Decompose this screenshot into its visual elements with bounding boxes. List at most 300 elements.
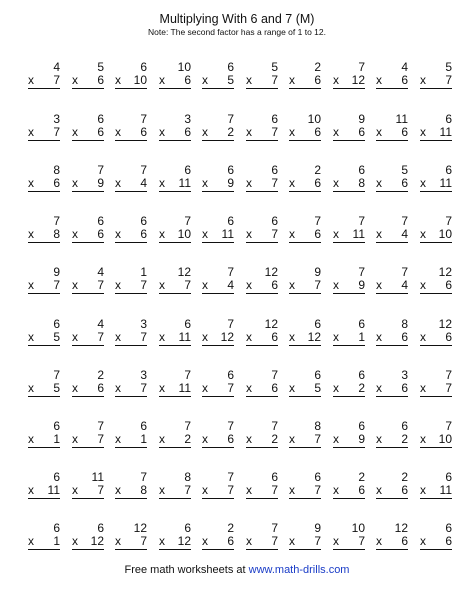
problem: [376, 522, 408, 548]
first-factor: 10: [351, 521, 365, 535]
first-factor: 12: [177, 265, 191, 279]
second-factor: 11: [178, 176, 191, 190]
second-factor-line: [246, 177, 278, 190]
multiply-sign: x: [202, 432, 208, 446]
problem: [333, 164, 365, 190]
first-factor: 4: [97, 317, 104, 331]
problem: [72, 318, 104, 344]
second-factor: 7: [271, 73, 278, 87]
problem: [376, 369, 408, 395]
problem: [420, 266, 452, 292]
second-factor: 6: [97, 381, 104, 395]
second-factor-line: [115, 484, 147, 497]
problem: [28, 266, 60, 292]
problem: [333, 61, 365, 87]
answer-line: [420, 191, 452, 192]
answer-line: [28, 88, 60, 89]
second-factor: 6: [184, 125, 191, 139]
first-factor: 2: [314, 163, 321, 177]
problem: [72, 215, 104, 241]
multiply-sign: x: [115, 278, 121, 292]
multiply-sign: x: [202, 125, 208, 139]
multiply-sign: x: [420, 381, 426, 395]
multiply-sign: x: [333, 483, 339, 497]
answer-line: [376, 498, 408, 499]
second-factor: 6: [445, 330, 452, 344]
problem: [28, 420, 60, 446]
answer-line: [376, 293, 408, 294]
answer-line: [333, 242, 365, 243]
first-factor: 3: [53, 112, 60, 126]
answer-line: [246, 396, 278, 397]
second-factor-line: [420, 535, 452, 548]
first-factor: 5: [97, 60, 104, 74]
problem: [289, 420, 321, 446]
answer-line: [376, 447, 408, 448]
first-factor: 6: [140, 214, 147, 228]
problem: [202, 266, 234, 292]
second-factor: 11: [439, 176, 452, 190]
multiply-sign: x: [333, 330, 339, 344]
first-factor: 7: [227, 317, 234, 331]
first-factor: 6: [140, 419, 147, 433]
answer-line: [246, 191, 278, 192]
first-factor: 7: [445, 214, 452, 228]
second-factor: 1: [140, 432, 147, 446]
problem: [420, 522, 452, 548]
problem: [72, 420, 104, 446]
second-factor: 7: [271, 534, 278, 548]
second-factor-line: [72, 382, 104, 395]
answer-line: [333, 396, 365, 397]
problem: [202, 215, 234, 241]
second-factor-line: [333, 484, 365, 497]
first-factor: 6: [97, 112, 104, 126]
second-factor-line: [159, 484, 191, 497]
answer-line: [333, 293, 365, 294]
problem: [159, 164, 191, 190]
second-factor-line: [28, 279, 60, 292]
first-factor: 12: [264, 317, 278, 331]
multiply-sign: x: [420, 483, 426, 497]
answer-line: [289, 140, 321, 141]
second-factor: 7: [314, 534, 321, 548]
answer-line: [289, 88, 321, 89]
multiply-sign: x: [159, 330, 165, 344]
problem: [333, 369, 365, 395]
first-factor: 7: [358, 60, 365, 74]
second-factor: 12: [351, 73, 365, 87]
second-factor-line: [420, 433, 452, 446]
second-factor: 6: [401, 125, 408, 139]
answer-line: [159, 345, 191, 346]
second-factor-line: [159, 126, 191, 139]
problem: [28, 164, 60, 190]
problem: [159, 61, 191, 87]
second-factor-line: [420, 177, 452, 190]
multiply-sign: x: [376, 483, 382, 497]
first-factor: 11: [91, 470, 104, 484]
problem: [115, 113, 147, 139]
answer-line: [246, 549, 278, 550]
first-factor: 7: [227, 470, 234, 484]
multiply-sign: x: [376, 534, 382, 548]
multiply-sign: x: [72, 125, 78, 139]
first-factor: 3: [401, 368, 408, 382]
first-factor: 6: [97, 521, 104, 535]
second-factor: 10: [438, 432, 452, 446]
answer-line: [28, 447, 60, 448]
multiply-sign: x: [420, 176, 426, 190]
problem: [420, 61, 452, 87]
second-factor: 2: [271, 432, 278, 446]
first-factor: 3: [184, 112, 191, 126]
multiply-sign: x: [420, 278, 426, 292]
multiply-sign: x: [376, 432, 382, 446]
first-factor: 8: [184, 470, 191, 484]
multiply-sign: x: [289, 176, 295, 190]
first-factor: 9: [314, 521, 321, 535]
first-factor: 9: [53, 265, 60, 279]
second-factor: 4: [401, 227, 408, 241]
second-factor-line: [376, 228, 408, 241]
multiply-sign: x: [246, 278, 252, 292]
multiply-sign: x: [289, 278, 295, 292]
first-factor: 2: [314, 60, 321, 74]
problem: [159, 522, 191, 548]
multiply-sign: x: [333, 73, 339, 87]
problem: [115, 420, 147, 446]
first-factor: 3: [140, 317, 147, 331]
second-factor-line: [246, 382, 278, 395]
first-factor: 6: [271, 470, 278, 484]
first-factor: 7: [184, 419, 191, 433]
second-factor-line: [420, 74, 452, 87]
second-factor-line: [202, 433, 234, 446]
second-factor-line: [159, 535, 191, 548]
second-factor-line: [202, 74, 234, 87]
answer-line: [289, 242, 321, 243]
answer-line: [333, 498, 365, 499]
first-factor: 7: [53, 214, 60, 228]
problem: [159, 369, 191, 395]
second-factor-line: [289, 279, 321, 292]
second-factor-line: [333, 382, 365, 395]
multiply-sign: x: [28, 330, 34, 344]
multiply-sign: x: [420, 73, 426, 87]
second-factor-line: [289, 433, 321, 446]
second-factor: 6: [401, 483, 408, 497]
answer-line: [289, 549, 321, 550]
second-factor-line: [72, 228, 104, 241]
second-factor: 6: [184, 73, 191, 87]
multiply-sign: x: [246, 432, 252, 446]
second-factor: 7: [184, 278, 191, 292]
multiply-sign: x: [333, 432, 339, 446]
problem: [333, 420, 365, 446]
multiply-sign: x: [72, 73, 78, 87]
multiply-sign: x: [72, 483, 78, 497]
multiply-sign: x: [289, 534, 295, 548]
first-factor: 12: [438, 317, 452, 331]
second-factor-line: [72, 74, 104, 87]
answer-line: [159, 498, 191, 499]
second-factor: 6: [271, 278, 278, 292]
answer-line: [72, 498, 104, 499]
second-factor: 7: [53, 278, 60, 292]
second-factor-line: [28, 74, 60, 87]
second-factor: 6: [358, 125, 365, 139]
problem: [333, 215, 365, 241]
second-factor: 1: [53, 534, 60, 548]
multiply-sign: x: [115, 73, 121, 87]
problem: [28, 61, 60, 87]
answer-line: [72, 447, 104, 448]
problem: [246, 369, 278, 395]
second-factor: 9: [97, 176, 104, 190]
second-factor: 8: [358, 176, 365, 190]
footer-link[interactable]: www.math-drills.com: [248, 564, 350, 576]
multiply-sign: x: [72, 534, 78, 548]
answer-line: [246, 447, 278, 448]
first-factor: 12: [133, 521, 147, 535]
answer-line: [72, 242, 104, 243]
answer-line: [376, 242, 408, 243]
multiply-sign: x: [202, 227, 208, 241]
multiply-sign: x: [202, 73, 208, 87]
first-factor: 7: [358, 214, 365, 228]
answer-line: [420, 498, 452, 499]
problem: [420, 164, 452, 190]
answer-line: [246, 88, 278, 89]
multiply-sign: x: [246, 176, 252, 190]
second-factor-line: [289, 535, 321, 548]
multiply-sign: x: [28, 227, 34, 241]
multiply-sign: x: [72, 381, 78, 395]
second-factor: 6: [445, 278, 452, 292]
second-factor-line: [28, 177, 60, 190]
second-factor: 7: [445, 381, 452, 395]
first-factor: 6: [271, 214, 278, 228]
second-factor: 6: [271, 330, 278, 344]
second-factor: 7: [314, 483, 321, 497]
footer-text: Free math worksheets at: [124, 564, 246, 576]
problem: [72, 471, 104, 497]
answer-line: [333, 549, 365, 550]
problem: [202, 164, 234, 190]
second-factor-line: [376, 433, 408, 446]
multiply-sign: x: [159, 381, 165, 395]
second-factor: 2: [184, 432, 191, 446]
second-factor: 4: [140, 176, 147, 190]
answer-line: [159, 293, 191, 294]
answer-line: [115, 293, 147, 294]
first-factor: 6: [227, 60, 234, 74]
answer-line: [72, 396, 104, 397]
multiply-sign: x: [289, 125, 295, 139]
second-factor: 5: [53, 330, 60, 344]
answer-line: [115, 498, 147, 499]
second-factor-line: [246, 126, 278, 139]
first-factor: 6: [445, 163, 452, 177]
first-factor: 6: [227, 163, 234, 177]
second-factor-line: [28, 382, 60, 395]
multiply-sign: x: [202, 381, 208, 395]
first-factor: 12: [438, 265, 452, 279]
second-factor-line: [246, 279, 278, 292]
multiply-sign: x: [159, 483, 165, 497]
problem: [28, 522, 60, 548]
first-factor: 9: [358, 112, 365, 126]
answer-line: [159, 549, 191, 550]
problem: [420, 369, 452, 395]
answer-line: [202, 140, 234, 141]
answer-line: [28, 498, 60, 499]
second-factor-line: [28, 126, 60, 139]
problem: [159, 420, 191, 446]
second-factor-line: [333, 433, 365, 446]
second-factor: 6: [140, 125, 147, 139]
footer: [0, 564, 474, 577]
problem: [115, 369, 147, 395]
second-factor: 6: [401, 176, 408, 190]
second-factor: 6: [227, 432, 234, 446]
problem: [159, 215, 191, 241]
second-factor-line: [333, 228, 365, 241]
first-factor: 7: [401, 265, 408, 279]
answer-line: [115, 396, 147, 397]
multiply-sign: x: [289, 73, 295, 87]
answer-line: [28, 293, 60, 294]
answer-line: [246, 242, 278, 243]
first-factor: 1: [140, 265, 147, 279]
second-factor-line: [115, 331, 147, 344]
multiply-sign: x: [28, 534, 34, 548]
multiply-sign: x: [115, 330, 121, 344]
first-factor: 6: [445, 470, 452, 484]
second-factor: 12: [90, 534, 104, 548]
multiply-sign: x: [333, 381, 339, 395]
first-factor: 4: [53, 60, 60, 74]
second-factor-line: [72, 484, 104, 497]
answer-line: [115, 242, 147, 243]
answer-line: [289, 447, 321, 448]
answer-line: [115, 447, 147, 448]
problem: [202, 369, 234, 395]
answer-line: [420, 88, 452, 89]
answer-line: [333, 88, 365, 89]
first-factor: 7: [184, 214, 191, 228]
problem: [115, 61, 147, 87]
second-factor: 7: [271, 176, 278, 190]
problem: [115, 471, 147, 497]
answer-line: [72, 191, 104, 192]
problem: [376, 113, 408, 139]
answer-line: [159, 447, 191, 448]
first-factor: 7: [271, 521, 278, 535]
answer-line: [72, 140, 104, 141]
problem: [376, 266, 408, 292]
multiply-sign: x: [115, 125, 121, 139]
first-factor: 6: [53, 419, 60, 433]
answer-line: [28, 396, 60, 397]
answer-line: [376, 191, 408, 192]
first-factor: 2: [358, 470, 365, 484]
second-factor: 7: [53, 73, 60, 87]
second-factor: 11: [178, 381, 191, 395]
problem: [246, 164, 278, 190]
second-factor-line: [420, 331, 452, 344]
problem: [420, 215, 452, 241]
problem: [289, 369, 321, 395]
problem: [202, 471, 234, 497]
second-factor-line: [333, 126, 365, 139]
second-factor-line: [289, 331, 321, 344]
first-factor: 6: [53, 470, 60, 484]
problem: [115, 164, 147, 190]
first-factor: 7: [53, 368, 60, 382]
problem: [246, 266, 278, 292]
multiply-sign: x: [159, 278, 165, 292]
problem: [289, 266, 321, 292]
multiply-sign: x: [28, 278, 34, 292]
multiply-sign: x: [333, 534, 339, 548]
second-factor-line: [72, 177, 104, 190]
multiply-sign: x: [28, 432, 34, 446]
multiply-sign: x: [28, 176, 34, 190]
multiply-sign: x: [28, 73, 34, 87]
problem: [333, 318, 365, 344]
second-factor: 9: [358, 432, 365, 446]
second-factor-line: [72, 331, 104, 344]
second-factor: 7: [314, 278, 321, 292]
second-factor-line: [376, 126, 408, 139]
second-factor: 7: [227, 483, 234, 497]
answer-line: [289, 498, 321, 499]
first-factor: 6: [314, 470, 321, 484]
multiply-sign: x: [72, 330, 78, 344]
answer-line: [159, 88, 191, 89]
answer-line: [115, 549, 147, 550]
first-factor: 2: [401, 470, 408, 484]
problem: [333, 113, 365, 139]
multiply-sign: x: [202, 176, 208, 190]
second-factor: 7: [140, 278, 147, 292]
second-factor: 12: [307, 330, 321, 344]
second-factor-line: [72, 279, 104, 292]
problem: [289, 318, 321, 344]
second-factor: 11: [47, 483, 60, 497]
second-factor: 6: [97, 125, 104, 139]
multiply-sign: x: [333, 125, 339, 139]
multiply-sign: x: [159, 125, 165, 139]
first-factor: 6: [358, 163, 365, 177]
answer-line: [333, 140, 365, 141]
answer-line: [28, 549, 60, 550]
multiply-sign: x: [420, 227, 426, 241]
second-factor: 10: [133, 73, 147, 87]
answer-line: [376, 345, 408, 346]
answer-line: [202, 242, 234, 243]
first-factor: 6: [358, 317, 365, 331]
second-factor-line: [28, 331, 60, 344]
multiply-sign: x: [202, 483, 208, 497]
second-factor: 6: [97, 73, 104, 87]
second-factor: 7: [271, 125, 278, 139]
first-factor: 6: [358, 419, 365, 433]
first-factor: 6: [271, 163, 278, 177]
second-factor-line: [115, 535, 147, 548]
